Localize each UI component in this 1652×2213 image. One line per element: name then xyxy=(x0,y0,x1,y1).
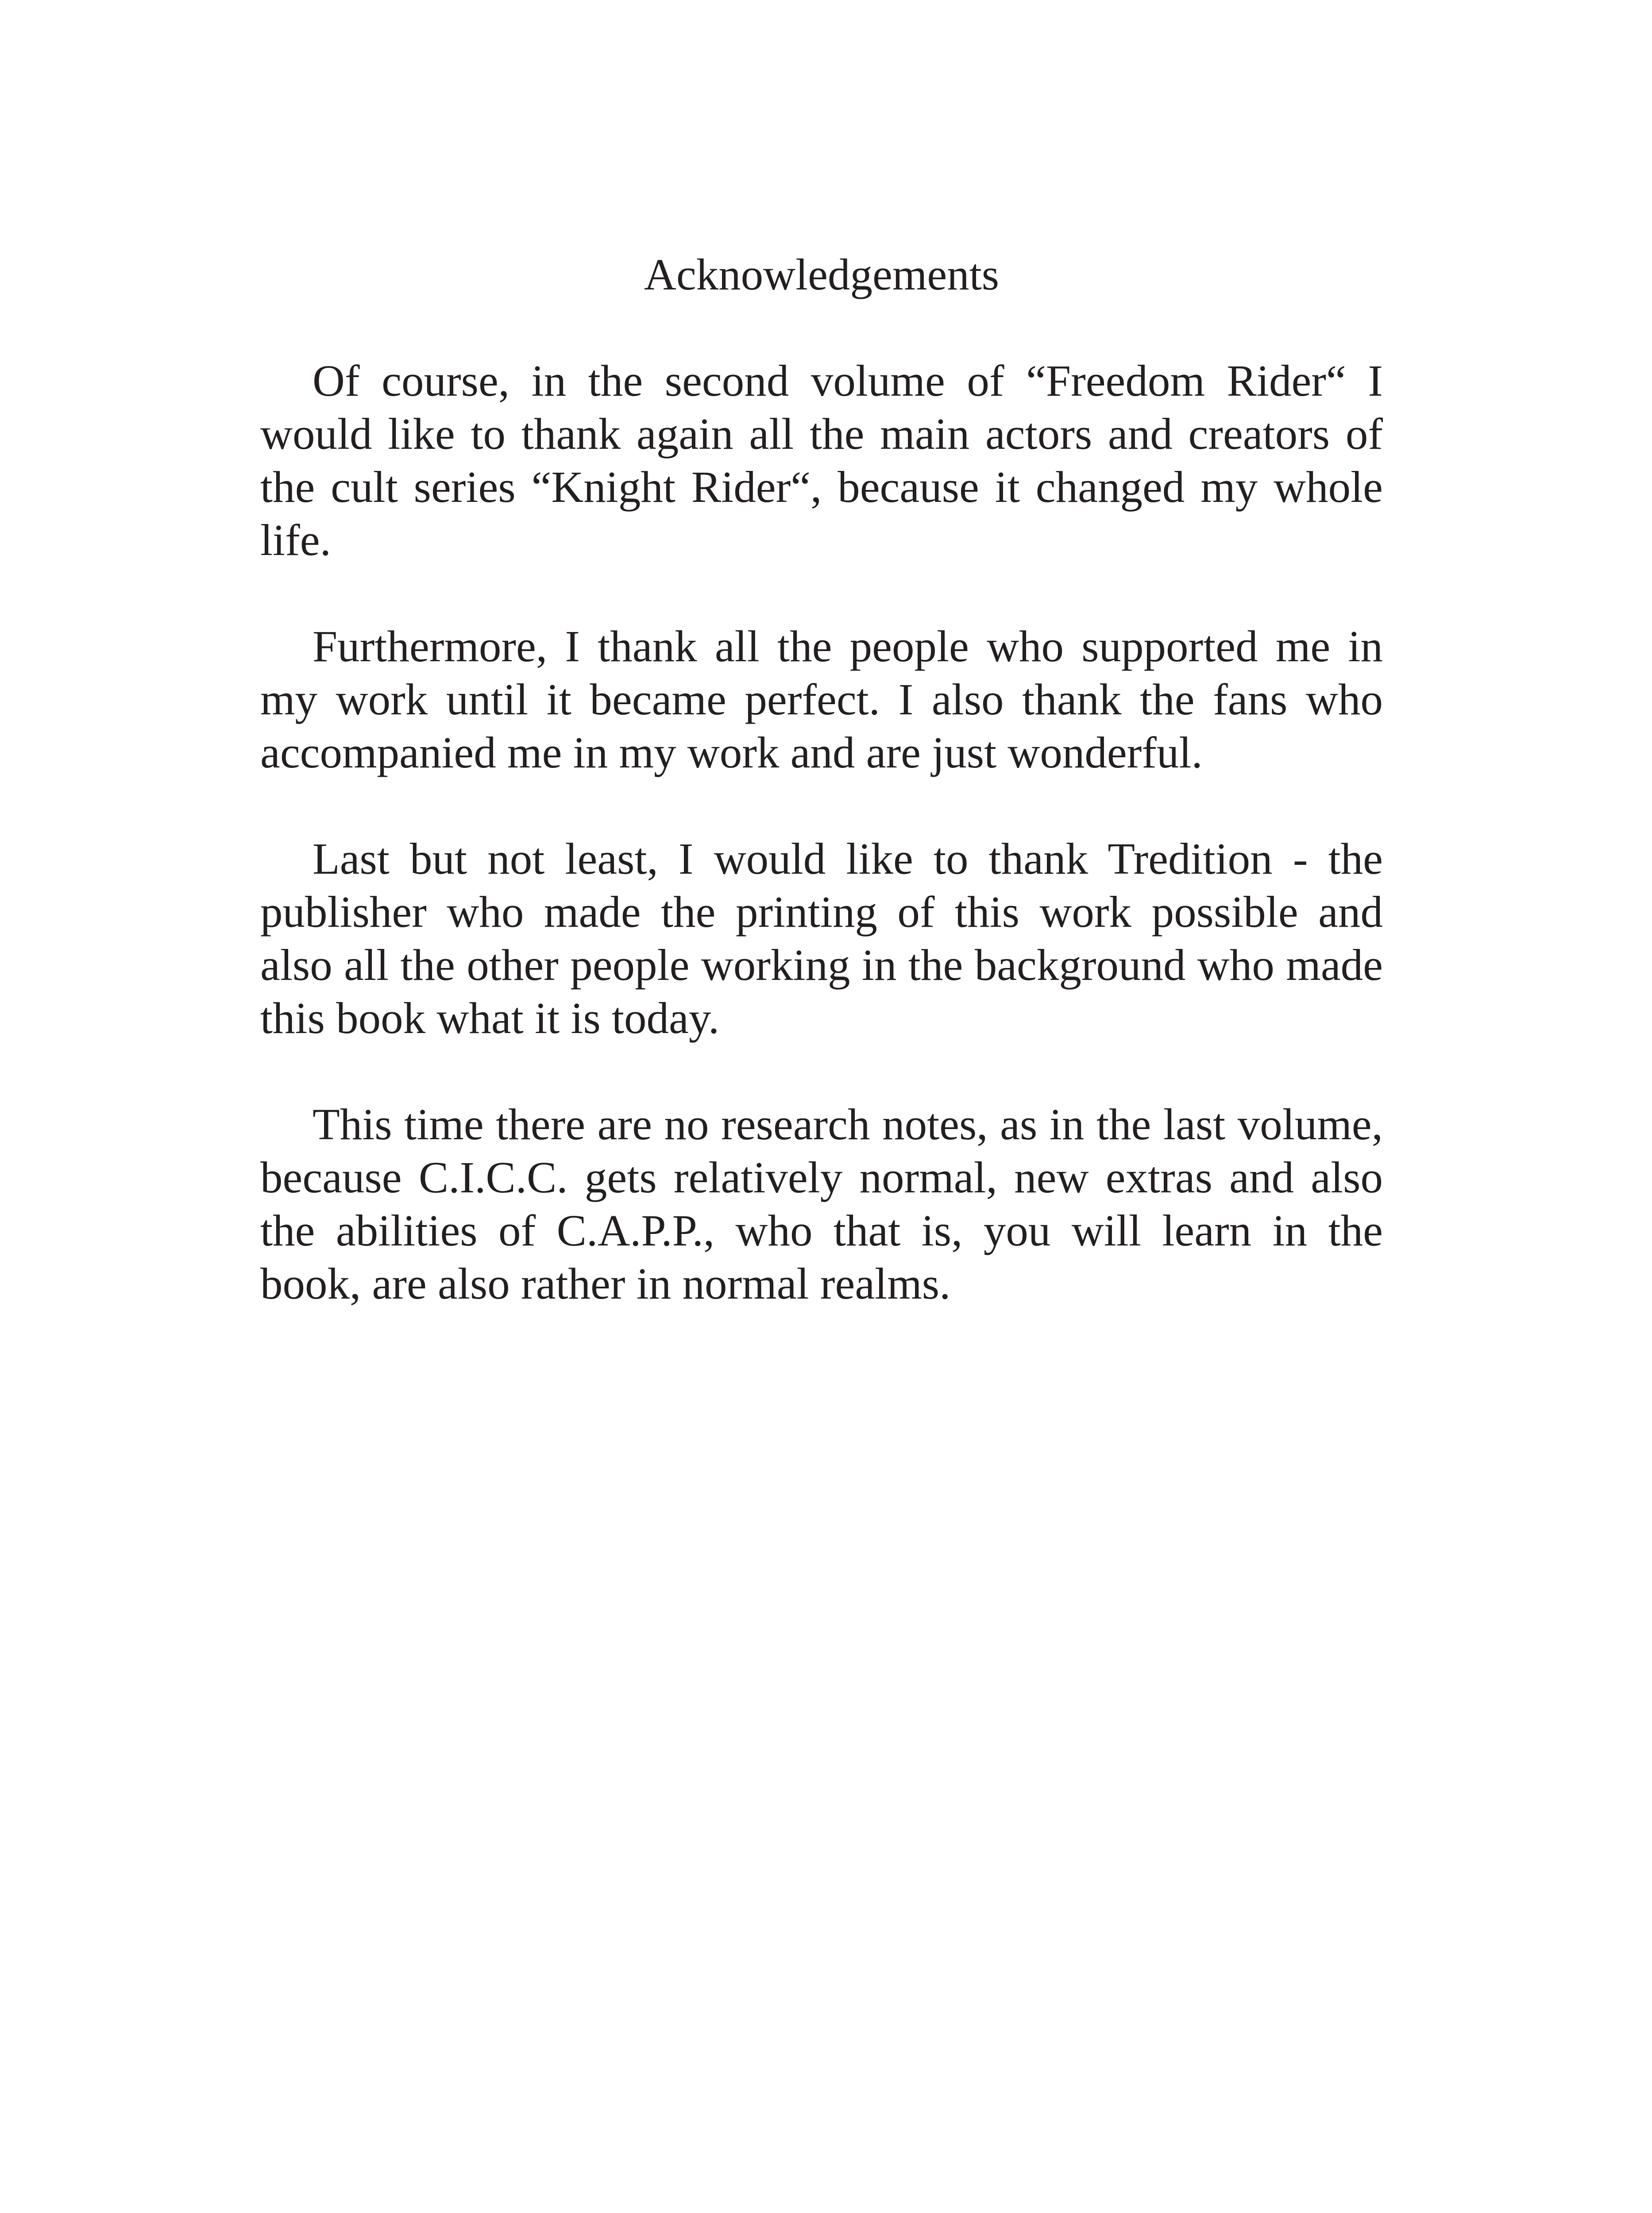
paragraph-1: Of course, in the second volume of “Freedom Rider“ I would like to thank again all the main actors and creators of the cult series “Knight Rider“, because it changed my whole life. xyxy=(260,356,1383,565)
page-title: Acknowledgements xyxy=(644,250,1000,299)
page-content xyxy=(260,248,1383,1310)
paragraph-4: This time there are no research notes, as in the last volume, because C.I.C.C. gets relatively normal, new extras and also the abilities of C.A.P.P., who that is, you will learn in the book, are also rather in normal realms. xyxy=(260,1099,1383,1308)
paragraph-3: Last but not least, I would like to thank Tredition - the publisher who made the printing of this work possible and also all the other people working in the background who made this book what it is today. xyxy=(260,834,1383,1043)
paragraph-2: Furthermore, I thank all the people who supported me in my work until it became perfect. I also thank the fans who accompanied me in my work and are just wonderful. xyxy=(260,621,1383,777)
